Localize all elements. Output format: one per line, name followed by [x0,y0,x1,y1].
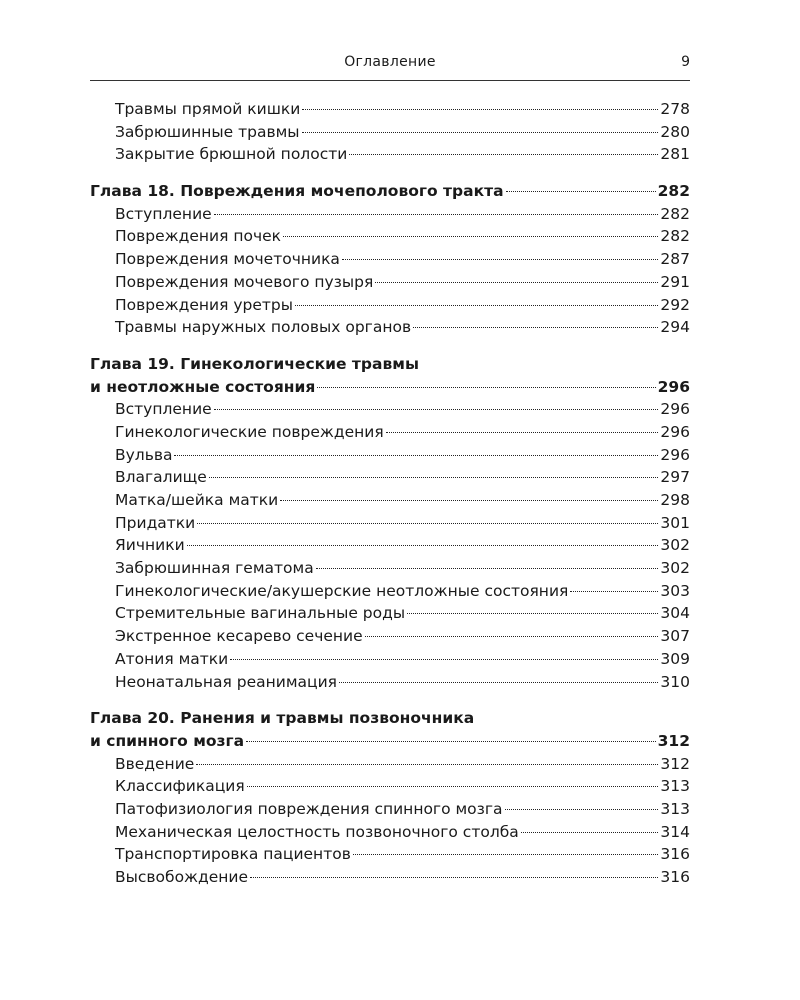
toc-entry[interactable] [90,421,690,444]
chapter-heading-row [90,376,690,399]
dot-leader [283,236,658,237]
toc-entry[interactable] [90,648,690,671]
dot-leader [295,305,658,306]
chapter-heading[interactable] [90,707,690,752]
toc-entry-title: Вульва [115,445,173,464]
toc-entry[interactable] [90,489,690,512]
toc-entry[interactable] [90,580,690,603]
dot-leader [230,659,658,660]
toc-entry-title: Придатки [115,513,196,532]
dot-leader [339,682,658,683]
toc-entry-page: 296 [660,400,690,419]
dot-leader [302,132,659,133]
dot-leader [214,214,659,215]
toc-entry-title: Патофизиология повреждения спинного мозга [115,799,503,818]
toc-entry-title: Влагалище [115,468,207,487]
toc-entry-title: Транспортировка пациентов [115,845,351,864]
toc-entry-title: Забрюшинная гематома [115,559,314,578]
toc-entry[interactable] [90,557,690,580]
chapter-title-continued: и неотложные состояния [90,377,316,396]
toc-section-chapter-20 [90,707,690,889]
running-header [90,52,690,81]
dot-leader [342,259,658,260]
page-title: Оглавление [344,54,436,70]
toc-entry-title: Механическая целостность позвоночного столба [115,822,519,841]
toc-entry[interactable] [90,671,690,694]
toc-entry-title: Стремительные вагинальные роды [115,604,406,623]
dot-leader [280,500,658,501]
dot-leader [317,387,655,388]
chapter-title: Глава 19. Гинекологические травмы [90,354,419,373]
dot-leader [349,154,658,155]
toc-entry-title: Повреждения мочеточника [115,250,340,269]
chapter-heading[interactable] [90,353,690,398]
toc-entry[interactable] [90,602,690,625]
toc-entry-page: 314 [660,822,690,841]
toc-entry-page: 304 [660,604,690,623]
dot-leader [187,545,659,546]
toc-entry-title: Экстренное кесарево сечение [115,627,363,646]
toc-entry-title: Высвобождение [115,868,249,886]
toc-entry-page: 307 [660,627,690,646]
toc-entry-page: 294 [660,318,690,337]
toc-section-chapter-19 [90,353,690,693]
toc-entry-page: 278 [660,100,690,118]
toc-entry[interactable] [90,316,690,339]
dot-leader [353,854,659,855]
toc-entry-page: 296 [660,445,690,464]
toc-entry[interactable] [90,753,690,776]
toc-entry[interactable] [90,625,690,648]
toc-entry[interactable] [90,98,690,121]
toc-entry[interactable] [90,225,690,248]
dot-leader [506,191,656,192]
toc-entry-title: Неонатальная реанимация [115,672,337,691]
toc-entry-page: 302 [660,536,690,555]
toc-entry-page: 310 [660,672,690,691]
chapter-heading-row [90,180,690,203]
toc-entry[interactable] [90,843,690,866]
dot-leader [365,636,659,637]
toc-section-chapter-18 [90,180,690,339]
dot-leader [521,832,659,833]
dot-leader [505,809,659,810]
page-number: 9 [681,54,690,70]
toc-entry-title: Атония матки [115,649,229,668]
toc-entry[interactable] [90,798,690,821]
dot-leader [316,568,659,569]
toc-entry-title: Классификация [115,777,245,796]
toc-entry-page: 282 [660,227,690,246]
toc-entry-page: 313 [660,777,690,796]
dot-leader [375,282,658,283]
dot-leader [413,327,658,328]
toc-entry-title: Повреждения уретры [115,295,293,314]
toc-entry-title: Травмы прямой кишки [115,100,301,118]
chapter-title: Глава 18. Повреждения мочеполового тракта [90,182,504,201]
toc-entry-page: 298 [660,491,690,509]
dot-leader [302,109,658,110]
toc-entry[interactable] [90,143,690,166]
toc-entry-page: 302 [660,559,690,578]
toc-entry[interactable] [90,294,690,317]
dot-leader [250,877,658,878]
toc-entry-page: 287 [660,250,690,269]
toc-entry-page: 282 [660,204,690,223]
toc-entry[interactable] [90,121,690,144]
chapter-title-continued: и спинного мозга [90,731,245,750]
dot-leader [209,477,659,478]
chapter-page: 296 [657,377,690,396]
toc-entry-page: 281 [660,145,690,164]
toc-entry[interactable] [90,398,690,421]
chapter-heading[interactable] [90,180,690,203]
toc-entry[interactable] [90,512,690,535]
table-of-contents [90,98,690,903]
chapter-page: 282 [657,182,690,201]
chapter-heading-row [90,730,690,753]
dot-leader [570,591,658,592]
toc-entry-title: Вступление [115,204,212,223]
dot-leader [197,523,658,524]
toc-entry-title: Повреждения мочевого пузыря [115,272,374,291]
dot-leader [386,432,659,433]
toc-entry-title: Вступление [115,400,212,419]
toc-entry[interactable] [90,466,690,489]
dot-leader [196,764,658,765]
toc-entry[interactable] [90,821,690,844]
toc-entry-title: Гинекологические/акушерские неотложные состояния [115,581,569,600]
toc-entry-page: 296 [660,422,690,441]
toc-entry-title: Повреждения почек [115,227,281,246]
toc-entry[interactable] [90,775,690,798]
toc-entry-title: Яичники [115,536,185,555]
toc-entry-title: Гинекологические повреждения [115,422,384,441]
toc-entry[interactable] [90,271,690,294]
toc-entry-page: 303 [660,581,690,600]
toc-entry[interactable] [90,534,690,557]
toc-entry[interactable] [90,203,690,226]
toc-entry-title: Забрюшинные травмы [115,122,300,141]
toc-entry-page: 313 [660,799,690,818]
toc-entry-page: 280 [660,122,690,141]
toc-entry-page: 291 [660,272,690,291]
toc-entry-page: 301 [660,513,690,532]
toc-entry-page: 316 [660,868,690,886]
chapter-page: 312 [657,731,690,750]
toc-entry-page: 312 [660,754,690,773]
toc-entry-page: 292 [660,295,690,314]
chapter-title: Глава 20. Ранения и травмы позвоночника [90,709,475,728]
dot-leader [174,455,658,456]
dot-leader [407,613,658,614]
toc-entry-page: 309 [660,649,690,668]
toc-entry-title: Введение [115,754,195,773]
dot-leader [246,741,656,742]
toc-section-continuation [90,98,690,166]
toc-entry-title: Закрытие брюшной полости [115,145,348,164]
toc-entry-page: 297 [660,468,690,487]
toc-entry[interactable] [90,248,690,271]
toc-entry-title: Травмы наружных половых органов [115,318,412,337]
toc-entry[interactable] [90,866,690,889]
toc-entry-title: Матка/шейка матки [115,491,279,509]
dot-leader [247,786,659,787]
dot-leader [214,409,659,410]
toc-entry-page: 316 [660,845,690,864]
toc-entry[interactable] [90,444,690,467]
